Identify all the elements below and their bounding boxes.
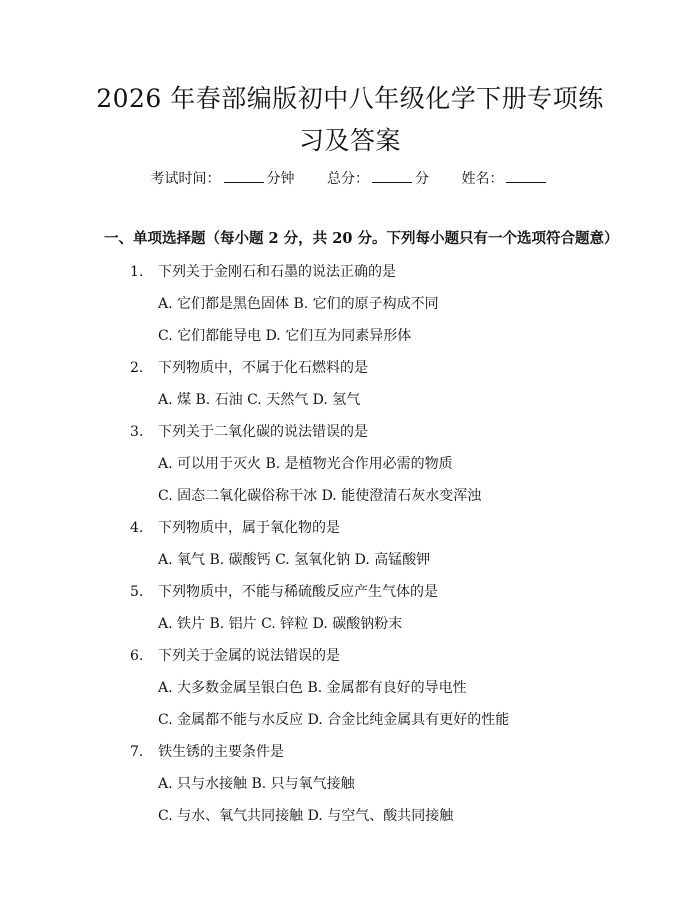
- exam-time-unit: 分钟: [266, 171, 295, 187]
- question-options-line: C. 金属都不能与水反应 D. 合金比纯金属具有更好的性能: [158, 712, 510, 728]
- total-score-blank: [372, 170, 412, 183]
- question-number: 1.: [130, 264, 144, 280]
- question-number: 5.: [130, 584, 144, 600]
- question-item: [0, 736, 700, 832]
- student-name-label: 姓名：: [461, 171, 504, 187]
- question-number: 2.: [130, 360, 144, 376]
- question-text: 下列关于金属的说法错误的是: [158, 648, 340, 664]
- question-stem: [0, 256, 700, 288]
- question-item: [0, 352, 700, 416]
- question-text: 下列物质中，不属于化石燃料的是: [158, 360, 368, 376]
- question-number: 7.: [130, 744, 144, 760]
- title-line-2: 习及答案: [298, 126, 401, 155]
- question-text: 铁生锈的主要条件是: [158, 744, 284, 760]
- question-item: [0, 256, 700, 352]
- question-options-line: A. 煤 B. 石油 C. 天然气 D. 氢气: [158, 392, 361, 408]
- document-title: [70, 78, 630, 162]
- question-item: [0, 576, 700, 640]
- title-line-1: 2026 年春部编版初中八年级化学下册专项练: [96, 84, 604, 113]
- question-stem: [0, 640, 700, 672]
- question-stem: [0, 736, 700, 768]
- exam-time-label: 考试时间：: [150, 171, 221, 187]
- question-options-line: C. 固态二氧化碳俗称干冰 D. 能使澄清石灰水变浑浊: [158, 488, 482, 504]
- question-options-line: C. 与水、氧气共同接触 D. 与空气、酸共同接触: [158, 808, 454, 824]
- student-name: [461, 168, 549, 188]
- question-options-line: A. 氧气 B. 碳酸钙 C. 氢氧化钠 D. 高锰酸钾: [158, 552, 431, 568]
- question-options-line: A. 只与水接触 B. 只与氧气接触: [158, 776, 355, 792]
- question-item: [0, 416, 700, 512]
- question-options-line: A. 它们都是黑色固体 B. 它们的原子构成不同: [158, 296, 439, 312]
- question-stem: [0, 352, 700, 384]
- exam-meta-row: [0, 168, 700, 188]
- question-number: 4.: [130, 520, 144, 536]
- question-options-line: A. 可以用于灭火 B. 是植物光合作用必需的物质: [158, 456, 453, 472]
- exam-time: [151, 168, 295, 188]
- question-options-line: A. 大多数金属呈银白色 B. 金属都有良好的导电性: [158, 680, 467, 696]
- section-heading: 一、单项选择题（每小题 2 分，共 20 分。下列每小题只有一个选项符合题意）: [104, 230, 619, 247]
- question-text: 下列物质中，不能与稀硫酸反应产生气体的是: [158, 584, 438, 600]
- question-text: 下列物质中，属于氧化物的是: [158, 520, 340, 536]
- question-item: [0, 640, 700, 736]
- total-score-unit: 分: [415, 171, 429, 187]
- question-stem: [0, 512, 700, 544]
- question-text: 下列关于金刚石和石墨的说法正确的是: [158, 264, 396, 280]
- question-number: 6.: [130, 648, 144, 664]
- exam-time-blank: [224, 170, 264, 183]
- question-stem: [0, 576, 700, 608]
- student-name-blank: [506, 170, 546, 183]
- total-score-label: 总分：: [327, 171, 369, 187]
- question-item: [0, 512, 700, 576]
- question-list: [0, 256, 700, 832]
- total-score: [327, 168, 429, 188]
- question-options-line: C. 它们都能导电 D. 它们互为同素异形体: [158, 328, 412, 344]
- question-stem: [0, 416, 700, 448]
- question-text: 下列关于二氧化碳的说法错误的是: [158, 424, 368, 440]
- question-options-line: A. 铁片 B. 铝片 C. 锌粒 D. 碳酸钠粉末: [158, 616, 403, 632]
- question-number: 3.: [130, 424, 144, 440]
